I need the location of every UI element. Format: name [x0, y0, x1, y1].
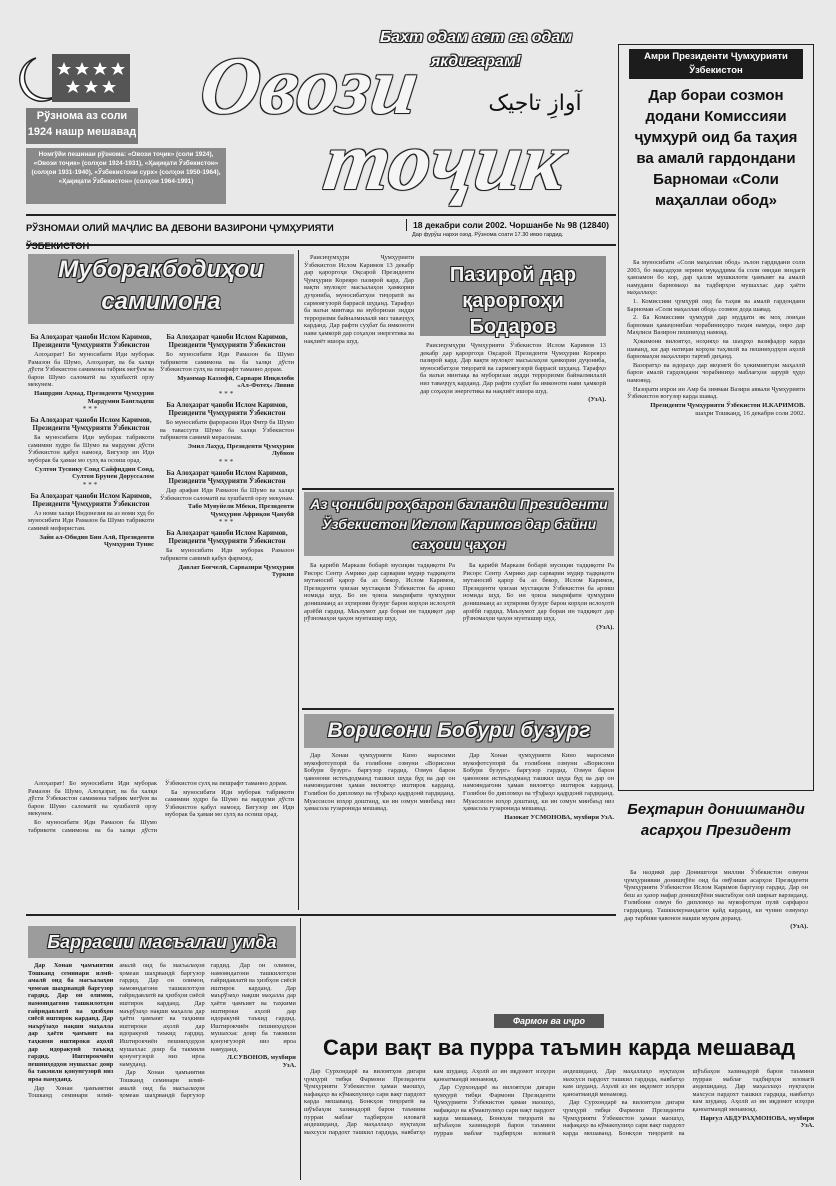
title-line-2: тоҷик [318, 115, 572, 208]
lecture-text-cont: Ба қарибӣ Маркази бобарӣ мусиқии тадқиқоти Ра Рисорс Сентр Амрико дар сарварии мудир тадқиқоти мутаносиб қарор ба аз бекор, Ислом Каримов, Президенти ҷоизаи мустақили Ўзбекистон ба арзиш номида шуд. Бо ин ҷоиза маърифати ҷумҳурии донишманд аз эҳтироми бузург барои корҳои ислоҳотӣ арзёбӣ гардид. Маълумот дар бораи ин тадқиқот дар рўзномаҳои ҷаҳон мунташир шуд. [463, 562, 614, 623]
greeting-recipient: Ба Алоҳазрат ҷаноби Ислом Каримов, Президенти Ҷумҳурияти Ўзбекистон [166, 529, 288, 546]
scholar-body [624, 869, 808, 1005]
barrasi-text: Дар Хонаи ҷамъиятии Тошканд семинари илмӣ-амалӣ оид ба масъалаҳои ҷомеаи шаҳрвандӣ баргузор гардид. Дар он олимон, намояндагони ташкилотҳои ғайридавлатӣ ва ҳизбҳои сиёсӣ иштирок карданд. Дар маърўзаҳо нақши маҳалла дар ҳаёти ҷамъият ва таҳкими иштироки аҳолӣ дар идоракунӣ таъкид гардид. Иштирокчиён пешниҳодҳои мушаххас доир ба такмили қонунгузорӣ низ ироа намуданд. [28, 962, 114, 1083]
title-line-1: Овози [195, 40, 426, 131]
decree-place: шаҳри Тошканд, 16 декабри соли 2002. [695, 410, 805, 418]
greeting-body: Бо муносибати фарорасии Иди Фитр ба Шумо ва тавассути Шумо ба халқи Ўзбекистон табрикоти самимӣ мерасонам. [160, 418, 294, 442]
babur-text-cont: Дар Хонаи ҷумҳурияти Кино маросими мукофотсупорӣ ба ғолибони озмуни «Ворисони Бобури бузург» баргузор гардид. Озмун барои ҷавонони истеъдодманд ташкил шуда буд ва дар он намояндагони ҳамаи вилоятҳо иштирок карданд. Ғолибон бо дипломҳо ва тўҳфаҳо қадрдонӣ гардиданд. Муассисон изҳор доштанд, ки ин озмун минбаъд низ ҳамасола гузаронида мешавад. [463, 752, 614, 813]
babur-text: Дар Хонаи ҷумҳурияти Кино маросими мукофотсупорӣ ба ғолибони озмуни «Ворисони Бобури бузург» баргузор гардид. Озмун барои ҷавонони истеъдодманд ташкил шуда буд ва дар он намояндагони ҳамаи вилоятҳо иштирок карданд. Ғолибон бо дипломҳо ва тўҳфаҳо қадрдонӣ гардиданд. Муассисон изҳор доштанд, ки ин озмун минбаъд низ ҳамасола гузаронида мешавад. [304, 752, 455, 813]
greeting-body: Алоҳазрат! Бо муносибати Иди муборак Рамазон ба Шумо, Алоҳазрат, ва ба халқи дўсти Ўзбекистон самимона табрик мегўем ва барои Шумо саломатӣ ва хушбахтӣ орзу мекунем. [28, 351, 154, 389]
arabic-title: آوازِ تاجیک [488, 91, 582, 116]
greeting-sender: Султон Тусвику Сонд Сайфиддин Сонд, Султон Брунеи Доруссалом [34, 465, 154, 481]
state-emblem [22, 48, 132, 108]
masthead-subtitle: РЎЗНОМАИ ОЛИЙ МАҶЛИС ВА ДЕВОНИ ВАЗИРОНИ ҶУМҲУРИЯТИ [26, 222, 334, 233]
scholar-box [618, 790, 814, 1011]
paziroi-credit: (УзА). [588, 396, 606, 404]
greetings-headline: Муборакбодиҳои самимона [28, 254, 294, 324]
greeting-item: Ба Алоҳазрат ҷаноби Ислом Каримов, Президенти Ҷумҳурияти Ўзбекистон Алоҳазрат! Бо муносибати Иди муборак Рамазон ба Шумо, Алоҳазрат, ва ба халқи дўсти Ўзбекистон самимона табрик мегўем ва барои Шумо саломатӣ ва хушбахтӣ орзу мекунем. Нашрдин Аҳмад, Президенти Ҷумҳурии Мардумии Бангладеш *** [28, 333, 154, 414]
greetings-continued-text: Алоҳазрат! Бо муносибати Иди муборак Рамазон ба Шумо, Алоҳазрат, ва ба халқи дўсти Ўзбекистон самимона табрик мегўем ва барои Шумо саломатӣ ва хушбахтӣ орзу мекунем. [28, 780, 157, 818]
greeting-item: Ба Алоҳазрат ҷаноби Ислом Каримов, Президенти Ҷумҳурияти Ўзбекистон Бо муносибати фарорасии Иди Фитр ба Шумо ва тавассути Шумо ба халқи Ўзбекистон табрикоти самимӣ мерасонам. Эмил Лаҳуд, Президенти Ҷумҳурии Лубнон *** [160, 400, 294, 466]
greeting-recipient: Ба Алоҳазрат ҷаноби Ислом Каримов, Президенти Ҷумҳурияти Ўзбекистон [166, 400, 288, 417]
issue-date: 18 декабри соли 2002. Чоршанбе № 98 (12840) [406, 219, 618, 231]
issue-note: Дар фурўш нархи озод. Рўзнома соати 17.30 имзо гардид. [412, 232, 564, 238]
scholar-text: Ба наздикӣ дар Донишгоҳи миллии Ўзбекистон озмуни ҷумҳуриявии донишҷўён оид ба омўзиши асарҳои Президенти Ҷумҳурияти Ўзбекистон Ислом Каримов баргузор гардид. Дар он беш аз ҳазор нафар донишҷўёни мактабҳои олӣ ширкат варзиданд. Ғолибони озмун бо дипломҳо ва мукофотҳои пулӣ сарфароз гардиданд. Ташкилкунандагон қайд карданд, ки чунин озмунҳо дар тарбияи ҷавонон нақши муҳим доранд. [624, 869, 808, 922]
paziroi-text: Раисиҷумҳури Ҷумҳурияти Ўзбекистон Ислом Каримов 13 декабр дар қароргоҳи Оқсарой Президенти Ҷумҳурии Кореяро пазирой кард. Дар вақти мулоқот масъалаҳои ҳамкории дуҷониба, муносибатҳои тиҷоратӣ ва сармоягузорӣ баррасӣ шуданд. Тарафҳо ба вазъи минтақа ва муборизаи зидди терроризми байналмилалӣ низ таваҷҷуҳ карданд. Дар рафти суҳбат ба имконоти нави ҳамкорӣ дар соҳаҳои энергетика ва нақлиёт ишора шуд. [304, 254, 414, 345]
greeting-item: Ба Алоҳазрат ҷаноби Ислом Каримов, Президенти Ҷумҳурияти Ўзбекистон Дар арафаи Иди Рамазон ба Шумо ва халқи Ўзбекистон саломатӣ ва хушбахтӣ орзу мекунам. Табо Мувуйели Мбеки, Президенти Ҷумҳурии Африқои Ҷанубӣ *** [160, 468, 294, 527]
decree-paragraph: Назорати иҷрои ин Амр ба зиммаи Вазири аввали Ҷумҳурияти Ўзбекистон вогузор карда шавад. [627, 385, 805, 401]
greeting-sender: Табо Мувуйели Мбеки, Президенти Ҷумҳурии Африқои Ҷанубӣ [187, 503, 294, 518]
greetings-continued-text: Ба муносибати Иди муборак табрикоти самимии худро ба Шумо ва мардуми дўсти Ўзбекистон қабул намоед. Бигузор ин Иди муборак ба ҳамаи мо сулҳ ва осоиш орад. [165, 788, 294, 819]
decree-headline: Дар бораи созмон додани Комиссияи ҷумҳурӣ оид ба таҳия ва амалӣ гардондани Барномаи «Соли маҳаллаи обод» [634, 87, 798, 209]
decree-signature: Президенти Ҷумҳурияти Ўзбекистон И.КАРИМОВ. [650, 401, 805, 409]
babur-credit: Назокат УСМОНОВА, мухбири УзА. [504, 813, 614, 821]
lecture-body [304, 562, 614, 702]
farmon-text: Дар Сурхондарё ва вилоятҳои дигари ҷумҳурӣ тибқи Фармони Президенти Ҷумҳурияти Ўзбекистон ҳамаи маошҳо, нафақаҳо ва кўмакпулиҳо сари вақт пардохт карда мешаванд. Бонкҳои тиҷоратӣ ва шўъбаҳои хазинадорӣ барои таъмини пурраи маблағ тадбирҳои иловагӣ андешиданд. Дар маҳаллаҳо нуқтаҳои махсуси пардохт ташкил гардида, навбатҳо кам шуданд. Аҳолӣ аз ин иқдомот изҳори қаноатмандӣ менамояд. [304, 1068, 555, 1136]
lecture-text: Ба қарибӣ Маркази бобарӣ мусиқии тадқиқоти Ра Рисорс Сентр Амрико дар сарварии мудир тадқиқоти мутаносиб қарор ба аз бекор, Ислом Каримов, Президенти ҷоизаи мустақили Ўзбекистон ба арзиш номида шуд. Бо ин ҷоиза маърифати ҷумҳурии донишманд аз эҳтироми бузург барои корҳои ислоҳотӣ арзёбӣ гардид. Маълумот дар бораи ин тадқиқот дар рўзномаҳои ҷаҳон мунташир шуд. [304, 562, 455, 623]
greeting-sender: Эмил Лаҳуд, Президенти Ҷумҳурии Лубнон [187, 442, 294, 458]
decree-paragraph: Ба муносибати «Соли маҳаллаи обод» эълон гардидани соли 2003, бо мақсадҳои зерини муқаддима ба соли ояндаи зиндагӣ ҳамзамон бо кор, дар ҳалли мушкилоти ҷамъият ва амалӣ намудани барномаҳо ва тадбирҳои мушаххас дар ҳаёти маҳаллаҳо: [627, 259, 805, 297]
greetings-column-1 [28, 330, 154, 775]
greeting-sender: Нашрдин Аҳмад, Президенти Ҷумҳурии Мардумии Бангладеш [34, 389, 154, 405]
barrasi-text-cont: Дар Хонаи ҷамъиятии Тошканд семинари илмӣ-амалӣ оид ба масъалаҳои ҷомеаи шаҳрвандӣ баргузор гардид. Дар он олимон, намояндагони ташкилотҳои ғайридавлатӣ ва ҳизбҳои сиёсӣ иштирок карданд. Дар маърўзаҳо нақши маҳалла дар ҳаёти ҷамъият ва таҳкими иштироки аҳолӣ дар идоракунӣ таъкид гардид. Иштирокчиён пешниҳодҳои мушаххас доир ба такмили қонунгузорӣ низ ироа намуданд. [28, 962, 205, 1100]
farmon-text-cont: Дар Сурхондарё ва вилоятҳои дигари ҷумҳурӣ тибқи Фармони Президенти Ҷумҳурияти Ўзбекистон ҳамаи маошҳо, нафақаҳо ва кўмакпулиҳо сари вақт пардохт карда мешаванд. Бонкҳои тиҷоратӣ ва шўъбаҳои хазинадорӣ барои таъмини пурраи маблағ тадбирҳои иловагӣ андешиданд. Дар маҳаллаҳо нуқтаҳои махсуси пардохт ташкил гардида, навбатҳо кам шуданд. Аҳолӣ аз ин иқдомот изҳори қаноатмандӣ менамояд. [563, 1068, 814, 1137]
greeting-body: Бо муносибати Иди Рамазон ба Шумо табрикоти самимона ва ба халқи дўсти Ўзбекистон сулҳ ва пешрафт таманно дорам. [160, 351, 294, 374]
farmon-headline: Сари вақт ва пурра таъмин карда мешавад [322, 1035, 796, 1060]
greeting-item [160, 529, 294, 578]
greeting-item [28, 492, 154, 549]
farmon-body [304, 1068, 814, 1178]
paziroi-body-cont [420, 342, 606, 482]
babur-body [304, 752, 614, 912]
greetings-continued [28, 780, 294, 910]
barrasi-text-cont: Дар Хонаи ҷамъиятии Тошканд семинари илмӣ-амалӣ оид ба масъалаҳои ҷомеаи шаҳрвандӣ баргузор гардид. Дар он олимон, намояндагони ташкилотҳои ғайридавлатӣ ва ҳизбҳои сиёсӣ иштирок карданд. Дар маърўзаҳо нақши маҳалла дар ҳаёти ҷамъият ва таҳкими иштироки аҳолӣ дар идоракунӣ таъкид гардид. Иштирокчиён пешниҳодҳои мушаххас доир ба такмили қонунгузорӣ низ ироа намуданд. [119, 962, 296, 1100]
scholar-headline: Беҳтарин донишманди асарҳои Президент [627, 801, 805, 839]
greeting-recipient: Ба Алоҳазрат ҷаноби Ислом Каримов, Президенти Ҷумҳурияти Ўзбекистон [30, 491, 152, 508]
greetings-column-2 [160, 330, 294, 775]
greeting-body: Аз номи халқи Индонезия ва аз номи худ бо муносибати Иди Рамазон ба Шумо табрикоти самимӣ мефиристам. [28, 509, 154, 532]
greeting-body: Дар арафаи Иди Рамазон ба Шумо ва халқи Ўзбекистон саломатӣ ва хушбахтӣ орзу мекунам. [160, 486, 294, 502]
decree-paragraph: Ҳокимони вилоятҳо, ноҳияҳо ва шаҳрҳо вазифадор карда шаванд, ки дар натиҷаи корҳои таҳлилӣ ва пешниҳодҳои аҳолӣ барномаҳои маҳаллиро тартиб диҳанд. [627, 337, 805, 361]
greeting-item: Ба Алоҳазрат ҷаноби Ислом Каримов, Президенти Ҷумҳурияти Ўзбекистон Бо муносибати Иди Рамазон ба Шумо табрикоти самимона ва ба халқи дўсти Ўзбекистон сулҳ ва пешрафт таманно дорам. Муаммар Каззофӣ, Сарвари Инқилоби «Ал-Фотеҳ» Ливия *** [160, 333, 294, 398]
greeting-recipient: Ба Алоҳазрат ҷаноби Ислом Каримов, Президенти Ҷумҳурияти Ўзбекистон [30, 416, 152, 433]
barrasi-headline: Баррасии масъалаи умда [28, 926, 296, 958]
decree-paragraph: 2. Ба Комиссияи ҷумҳурӣ дар муддати як моҳ лоиҳаи барномаи ҳамаҷонибаи чорабиниҳоро таҳия намуда, онро дар Маҷлиси Вазирон пешниҳод намояд. [627, 314, 805, 337]
farmon-credit: Нарғул АБДУРАҲМОНОВА, мухбири УзА. [700, 1114, 814, 1130]
decree-paragraph: 1. Комиссияи ҷумҳурӣ оид ба таҳия ва амалӣ гардондани Барномаи «Соли маҳаллаи обод» созмон дода шавад. [627, 297, 805, 313]
paziroi-headline: Пазирой дар қароргоҳи Бодаров [420, 256, 606, 336]
greeting-sender: Муаммар Каззофӣ, Сарвари Инқилоби «Ал-Фотеҳ» Ливия [177, 374, 294, 390]
greeting-recipient: Ба Алоҳазрат ҷаноби Ислом Каримов, Президенти Ҷумҳурияти Ўзбекистон [166, 333, 288, 349]
greeting-recipient: Ба Алоҳазрат ҷаноби Ислом Каримов, Президенти Ҷумҳурияти Ўзбекистон [166, 468, 288, 485]
decree-paragraph: Вазоратҳо ва идораҳо дар якҷоягӣ бо ҳокимиятҳои маҳаллӣ барои амалӣ гардондани чорабиниҳо маблағҳои зарурӣ ҷудо намоянд. [627, 361, 805, 384]
masthead-history: Номгўйи пешинаи рўзнома: «Овози тоҷик» (соли 1924), «Овози тоҷик» (солҳои 1924-1931), «Ҳақиқати Ўзбекистон» (солҳои 1931-1940), «Ўзбекистони сурх» (солҳои 1950-1964), «Ҳақиқати Ўзбекистон» (солҳои 1964-1991) [26, 148, 226, 204]
greetings-continued-text: Бо муносибати Иди Рамазон ба Шумо табрикоти самимона ва ба халқи дўсти Ўзбекистон сулҳ ва пешрафт таманно дорам. [28, 780, 288, 834]
greeting-body: Ба муносибати Иди муборак табрикоти самимии худро ба Шумо ва мардуми дўсти Ўзбекистон қабул намоед. Бигузор ин Иди муборак ба ҳамаи мо сулҳ ва осоиш орад. [28, 434, 154, 464]
slogan: Бахт одам аст ва одам якдигарам! [379, 29, 573, 70]
greeting-recipient: Ба Алоҳазрат ҷаноби Ислом Каримов, Президенти Ҷумҳурияти Ўзбекистон [30, 333, 152, 349]
greeting-sender: Давлат Боғчелӣ, Сарвазири Ҷумҳурии Туркия [178, 563, 294, 579]
decree-label: Амри Президенти Ҷумҳурияти Ўзбекистон [629, 49, 803, 79]
greeting-sender: Зайн ал-Обидин Бин Алӣ, Президенти Ҷумҳурии Тунис [39, 533, 154, 549]
greeting-body: Ба муносибати Иди муборак Рамазон табрикоти самимӣ қабул фармоед. [160, 547, 294, 562]
barrasi-credit: Л.СУВОНОВ, мухбири УзА. [227, 1054, 296, 1069]
paziroi-body [304, 254, 414, 486]
lecture-credit: (УзА). [596, 623, 614, 631]
founding-note: Рўзнома аз соли 1924 нашр мешавад [26, 108, 138, 144]
babur-headline: Ворисони Бобури бузург [304, 714, 614, 748]
farmon-label: Фармон ва иҷро [494, 1014, 604, 1028]
scholar-credit: (УзА). [790, 923, 808, 931]
lecture-headline: Аз ҷониби роҳбарон баланди Президенти Ўзбекистон Ислом Каримов дар байни саҳоии ҷаҳон [304, 492, 614, 556]
paziroi-text-cont: Раисиҷумҳури Ҷумҳурияти Ўзбекистон Ислом Каримов 13 декабр дар қароргоҳи Оқсарой Президенти Ҷумҳурии Кореяро пазирой кард. Дар вақти мулоқот масъалаҳои ҳамкории дуҷониба, муносибатҳои тиҷоратӣ ва сармоягузорӣ баррасӣ шуданд. Тарафҳо ба вазъи минтақа ва муборизаи зидди терроризми байналмилалӣ низ таваҷҷуҳ карданд. Дар рафти суҳбат ба имконоти нави ҳамкорӣ дар соҳаҳои энергетика ва нақлиёт ишора шуд. [420, 342, 606, 395]
farmon-text-cont: Дар Сурхондарё ва вилоятҳои дигари ҷумҳурӣ тибқи Фармони Президенти Ҷумҳурияти Ўзбекистон ҳамаи маошҳо, нафақаҳо ва кўмакпулиҳо сари вақт пардохт карда мешаванд. Бонкҳои тиҷоратӣ ва шўъбаҳои хазинадорӣ барои таъмини пурраи маблағ тадбирҳои иловагӣ андешиданд. Дар маҳаллаҳо нуқтаҳои махсуси пардохт ташкил гардида, навбатҳо кам шуданд. Аҳолӣ аз ин иқдомот изҳори қаноатмандӣ менамояд. [433, 1068, 685, 1137]
barrasi-body [28, 962, 296, 1174]
greeting-item: Ба Алоҳазрат ҷаноби Ислом Каримов, Президенти Ҷумҳурияти Ўзбекистон Ба муносибати Иди муборак табрикоти самимии худро ба Шумо ва мардуми дўсти Ўзбекистон қабул намоед. Бигузор ин Иди муборак ба ҳамаи мо сулҳ ва осоиш орад. Султон Тусвику Сонд Сайфиддин Сонд, Султон Брунеи Доруссалом *** [28, 416, 154, 489]
